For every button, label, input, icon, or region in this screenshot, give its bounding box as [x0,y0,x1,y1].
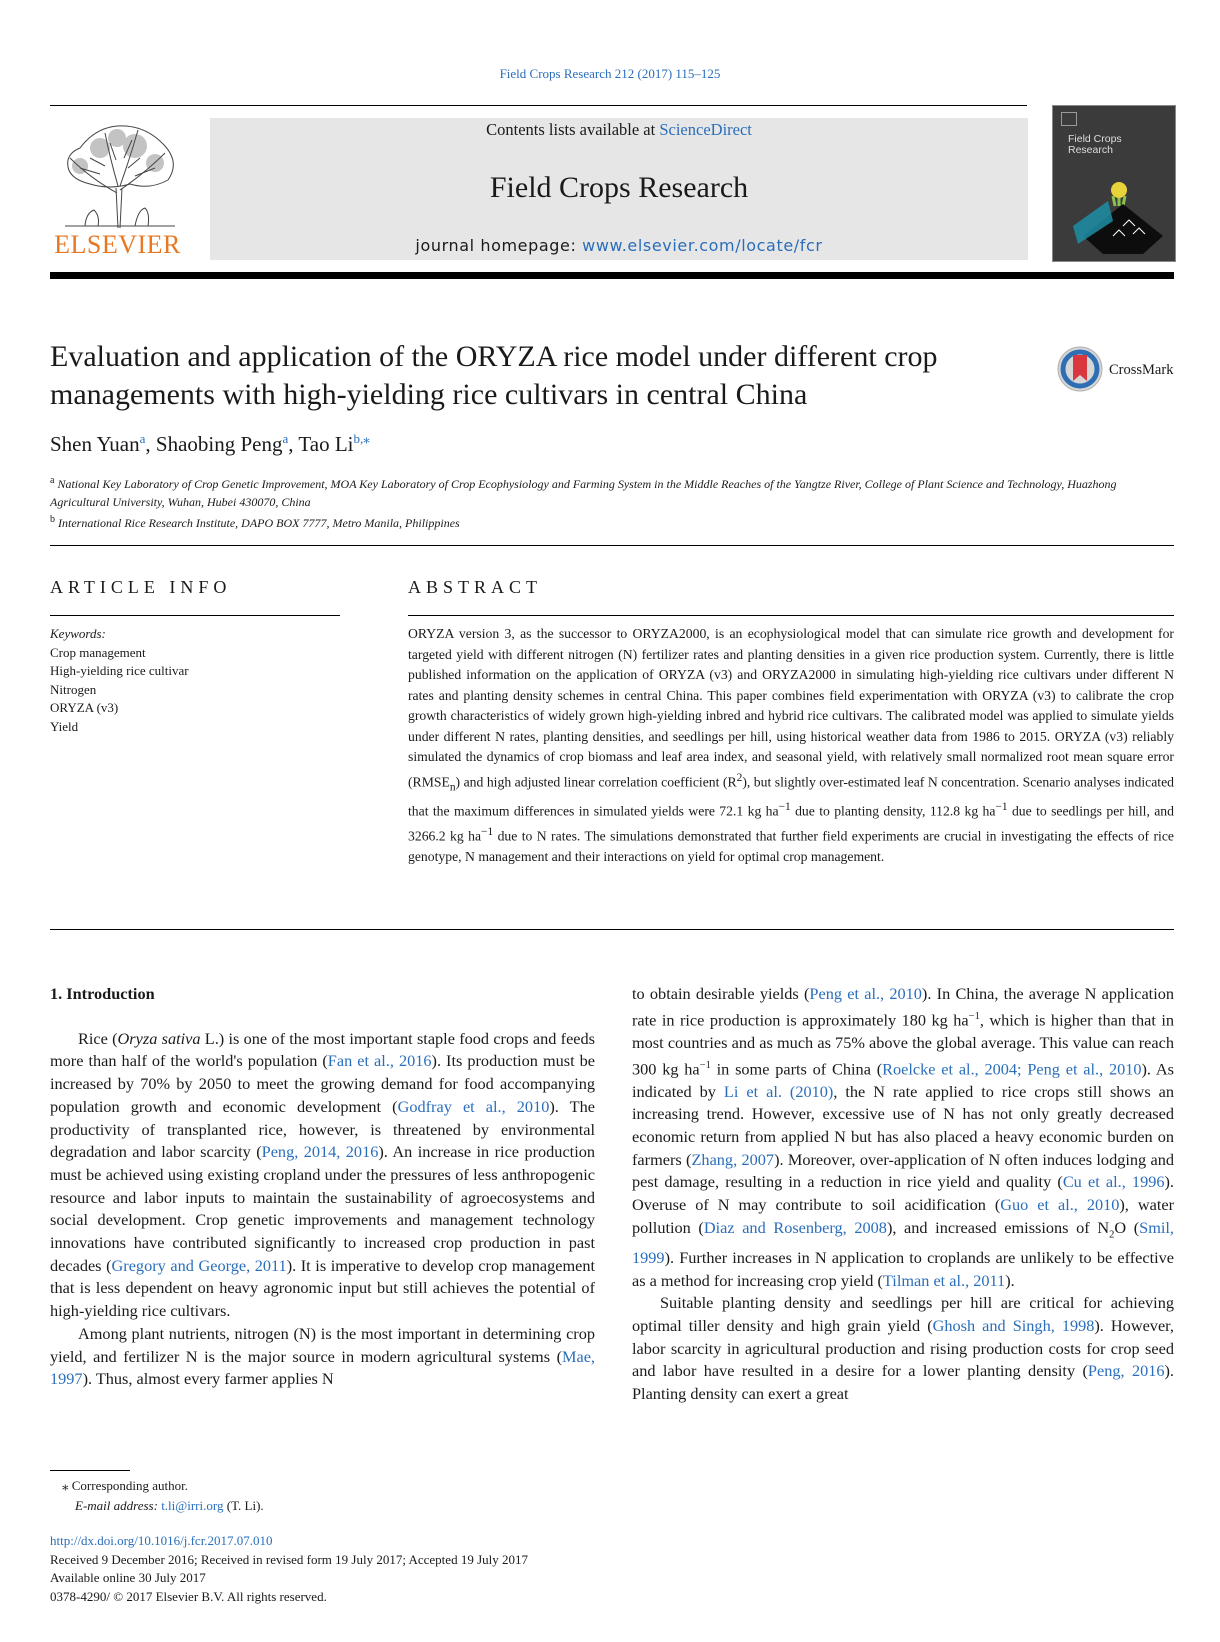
body-column-left [50,983,595,1391]
contents-prefix: Contents lists available at [486,120,660,139]
citation-link[interactable]: Ghosh and Singh, 1998 [932,1315,1095,1335]
sciencedirect-link[interactable]: ScienceDirect [659,120,752,139]
abstract-part: ORYZA version 3, as the successor to ORYZA2000, is an ecophysiological model that can simulate rice growth and development for targeted yield with different nitrogen (N) fertilizer rates and planting densities in a given rice production system. Currently, there is little published information on the application of ORYZA (v3) and ORYZA2000 in simulating high-yielding rice cultivars under different N rates and planting density schemes in central China. This paper combines field experimentation with ORYZA (v3) to calibrate the crop growth characteristics of widely grown high-yielding inbred and hybrid rice cultivars. The calibrated model was applied to simulate yields under different N rates, planting densities, and seedlings per hill, using historical weather data from 1986 to 2015. ORYZA (v3) reliably simulated the dynamics of crop biomass and leaf area index, and seasonal yield, with relatively small normalized root mean square error (RMSE [408,626,1174,790]
text-run: ). Planting density can exert a great [632,1361,1175,1404]
text-run: in some parts of China ( [710,1058,883,1078]
text-run: ). Moreover, over-application of N often induces lodging and pest damage, resulting in a reduction in rice yield and quality ( [632,1149,1175,1192]
unit-sup: −1 [968,1010,980,1022]
text-run: , which is higher than that in most countries and as much as 75% above the global average. This value can reach 300 kg ha [632,1010,1175,1078]
citation-link[interactable]: Tilman et al., 2011 [882,1270,1006,1290]
text-run: ). Its production must be increased by 70% by 2050 to meet the growing demand for food accompanying population growth and economic development ( [50,1051,596,1116]
abstract-heading: ABSTRACT [408,577,543,597]
keywords-block [50,625,340,736]
doi-link[interactable]: http://dx.doi.org/10.1016/j.fcr.2017.07.010 [50,1533,273,1548]
email-label: E-mail address: [75,1498,162,1513]
email-suffix: (T. Li). [223,1498,264,1513]
author-list: Shen Yuan$^a$, Shaobing Peng$^a$, Tao $Li^{b,⁎}$ [50,431,370,456]
journal-title: Field Crops Research [489,171,749,204]
elsevier-tree-icon [50,118,185,230]
affiliations [50,472,1174,532]
text-run: Rice ( [78,1028,118,1048]
contents-line [210,120,1028,140]
abstract-part: due to planting density, 112.8 kg ha [790,803,996,819]
keyword-item: Crop management [50,644,146,660]
section-rule [50,545,1174,546]
affil-marker: a [50,475,55,486]
citation-link[interactable]: Peng, 2014, 2016 [261,1142,379,1162]
body-column-right [632,983,1174,1406]
text-run: ). Overuse of N may contribute to soil acidification ( [632,1172,1174,1215]
journal-homepage [210,236,1028,255]
keyword-item: High-yielding rice cultivar [50,663,189,678]
abstract-rule [408,615,1174,616]
text-run: Suitable planting density and seedlings per hill are critical for achieving optimal tiller density and high grain yield ( [632,1293,1174,1335]
elsevier-wordmark: ELSEVIER [54,230,181,259]
abstract-text [408,624,1174,868]
author-affil-sup[interactable]: b,⁎ [353,431,370,446]
citation-link[interactable]: Li et al. (2010) [723,1081,834,1101]
affil-text: International Rice Research Institute, DAPO BOX 7777, Metro Manila, Philippines [58,516,460,530]
text-run: ). It is imperative to develop crop management that is less dependent on heavy agronomic input but still achieves the potential of high-yielding rice cultivars. [50,1255,595,1321]
citation-link[interactable]: Cu et al., 1996 [1062,1172,1165,1192]
citation-link[interactable]: Peng, 2016 [1087,1361,1165,1381]
copyright: 0378-4290/ © 2017 Elsevier B.V. All rights reserved. [50,1588,327,1604]
journal-cover-thumbnail [1052,105,1176,262]
keyword-item: Yield [50,718,79,734]
text-run: Among plant nutrients, nitrogen (N) is the most important in determining crop yield, and fertilizer N is the major source in modern agricultural systems ( [50,1323,595,1366]
abstract-part: ), but slightly over-estimated leaf N concentration. Scenario analyses indicated that the maximum differences in simulated yields were 72.1 kg ha [408,774,1174,819]
abstract-part: due to seedlings per hill, and 3266.2 kg ha [408,803,1174,844]
text-run: ). However, labor scarcity in agricultural production and rising production costs for crop seed and labor have resulted in a desire for a lower planting density ( [632,1315,1175,1381]
abstract-sub: n [449,780,456,793]
homepage-prefix: journal homepage: [415,236,583,255]
text-run: to obtain desirable yields ( [632,984,810,1003]
text-run: L.) is one of the most important staple food crops and feeds more than half of the world's population ( [50,1028,596,1071]
text-run: ). In China, the average N application rate in rice production is approximately 180 kg ha [632,984,1174,1030]
crossmark-icon [1056,345,1104,393]
cover-title: Field Crops Research [1068,133,1122,156]
article-footer [50,1532,528,1606]
text-run: ), water pollution ( [632,1195,1174,1237]
abstract-part: due to N rates. The simulations demonstrated that further field experiments are crucial in investigating the effects of rice genotype, N management and their interactions on yield for optimal crop management. [408,828,1175,865]
article-title: Evaluation and application of the ORYZA rice model under different crop managements with high-yielding rice cultivars in central China [50,340,938,411]
affil-marker: b [50,514,55,525]
text-run: O ( [1114,1217,1140,1237]
text-run: ). [1005,1270,1015,1290]
keyword-item: ORYZA (v3) [50,700,119,715]
text-run: , the N rate applied to rice crops still shows an increasing trend. However, excessive use of N has not only greatly decreased economic return from applied N but has also placed a heavy economic burden on farmers ( [632,1081,1175,1169]
citation-link[interactable]: Diaz and Rosenberg, 2008 [703,1217,887,1237]
citation-link[interactable]: Smil, 1999 [632,1217,1174,1267]
abstract-sup: −1 [481,826,494,839]
text-run: ). Further increases in N application to croplands are unlikely to be effective as a method for increasing crop yield ( [632,1247,1174,1290]
citation-link[interactable]: Mae, 1997 [50,1346,595,1389]
keywords-label: Keywords: [50,626,106,641]
keyword-item: Nitrogen [50,681,97,697]
email-line [50,1496,264,1516]
paragraph [632,983,1174,1292]
available-online: Available online 30 July 2017 [50,1570,206,1585]
crossmark-badge[interactable] [1056,345,1220,393]
italic-run: Oryza sativa [117,1028,201,1048]
citation-link[interactable]: Guo et al., 2010 [1000,1195,1120,1215]
abstract-sup: 2 [736,771,743,784]
abstract-end-rule [50,929,1174,930]
header-thick-rule [50,272,1174,279]
homepage-link[interactable]: www.elsevier.com/locate/fcr [582,236,823,255]
abstract-part: ) and high adjusted linear correlation coefficient (R [455,774,737,790]
cover-artwork-icon [1053,106,1175,261]
journal-banner [210,118,1028,260]
journal-citation-link[interactable]: Field Crops Research 212 (2017) 115–125 [499,66,721,81]
article-info-heading: ARTICLE INFO [50,577,232,597]
citation-link[interactable]: Zhang, 2007 [691,1149,775,1169]
crossmark-label: CrossMark [1109,362,1174,378]
corresponding-author-note: ⁎ Corresponding author. [62,1478,189,1493]
header-rule [50,105,1027,106]
elsevier-logo [50,118,185,260]
subscript: 2 [1109,1229,1115,1241]
abstract-sup: −1 [995,801,1008,814]
author-affil-sup[interactable]: a [139,431,146,446]
section-heading: 1. Introduction [50,984,155,1003]
author-affil-sup[interactable]: a [282,431,289,446]
text-run: ). As indicated by [632,1058,1174,1101]
text-run: ). The productivity of transplanted rice, however, is threatened by environmental degradation and labor scarcity ( [50,1096,595,1162]
citation-link[interactable]: Gregory and George, 2011 [111,1255,287,1275]
paragraph [50,1028,595,1323]
author-name[interactable]: Tao Li [298,432,354,456]
text-run: ). Thus, almost every farmer applies N [82,1369,334,1389]
footnote-rule [50,1470,130,1471]
abstract-sup: −1 [778,801,791,814]
citation-link[interactable]: Peng et al., 2010 [809,984,922,1003]
paragraph [632,1292,1174,1406]
footnote [50,1476,264,1516]
author-name[interactable]: Shaobing Peng [155,432,283,456]
text-run: ), and increased emissions of N [886,1217,1110,1237]
citation-link[interactable]: Roelcke et al., 2004; Peng et al., 2010 [882,1058,1142,1078]
citation-link[interactable]: Fan et al., 2016 [327,1051,432,1071]
paragraph [50,1323,595,1391]
article-info-rule [50,615,340,616]
affil-text: National Key Laboratory of Crop Genetic Improvement, MOA Key Laboratory of Crop Ecophysiology and Farming System in the Middle Reaches of the Yangtze River, College of Plant Science and Technology, Huazhong Agricultural University, Wuhan, Hubei 430070, China [50,477,1117,509]
email-link[interactable]: t.li@irri.org [161,1498,224,1513]
received-dates: Received 9 December 2016; Received in revised form 19 July 2017; Accepted 19 July 2017 [50,1551,528,1567]
unit-sup: −1 [699,1059,711,1071]
affiliation-b [50,511,1174,532]
affiliation-a [50,472,1174,511]
citation-link[interactable]: Godfray et al., 2010 [397,1096,550,1116]
text-run: ). An increase in rice production must be achieved using existing cropland under the pressures of less anthropogenic resource and labor inputs to maintain the sustainability of agroecosystems and social development. Crop genetic improvements and management technology innovations have contributed significantly to increased crop production in past decades ( [50,1142,595,1275]
author-name[interactable]: Shen Yuan [50,432,140,456]
